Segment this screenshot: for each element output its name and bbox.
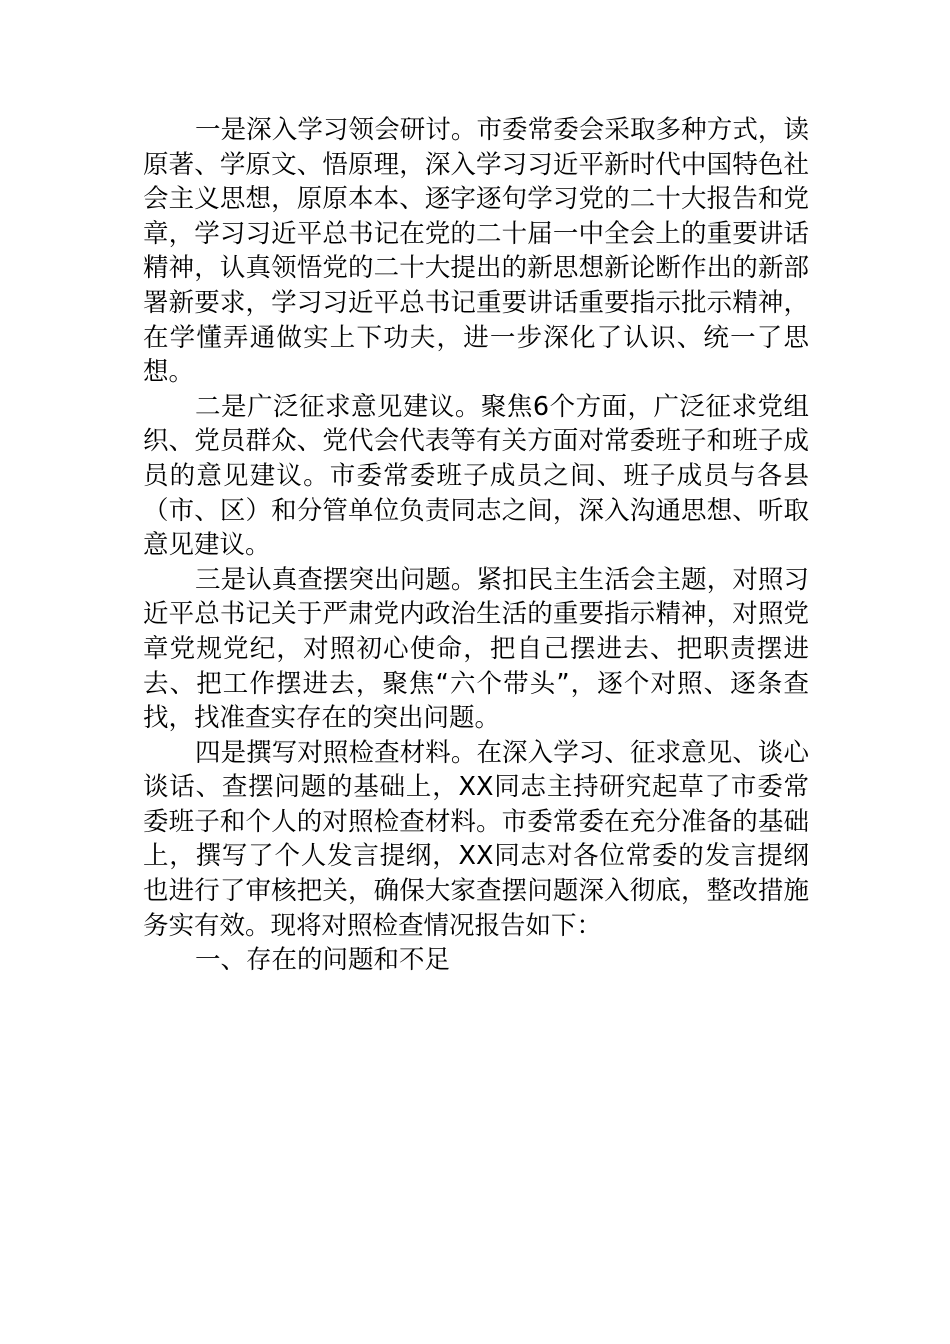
paragraph-problems: 三是认真查摆突出问题。紧扣民主生活会主题，对照习近平总书记关于严肃党内政治生活的重要指示精神，对照党章党规党纪，对照初心使命，把自己摆进去、把职责摆进去、把工作摆进去，聚焦“六个带头”，逐个对照、逐条查找，找准查实存在的突出问题。 [143,564,809,734]
document-body [143,113,809,978]
paragraph-opinions: 二是广泛征求意见建议。聚焦6个方面，广泛征求党组织、党员群众、党代会代表等有关方面对常委班子和班子成员的意见建议。市委常委班子成员之间、班子成员与各县（市、区）和分管单位负责同志之间，深入沟通思想、听取意见建议。 [143,391,809,561]
paragraph-study: 一是深入学习领会研讨。市委常委会采取多种方式，读原著、学原文、悟原理，深入学习习近平新时代中国特色社会主义思想，原原本本、逐字逐句学习党的二十大报告和党章，学习习近平总书记在党的二十届一中全会上的重要讲话精神，认真领悟党的二十大提出的新思想新论断作出的新部署新要求，学习习近平总书记重要讲话重要指示批示精神，在学懂弄通做实上下功夫，进一步深化了认识、统一了思想。 [143,115,809,388]
paragraph-materials: 四是撰写对照检查材料。在深入学习、征求意见、谈心谈话、查摆问题的基础上，XX同志主持研究起草了市委常委班子和个人的对照检查材料。市委常委在充分准备的基础上，撰写了个人发言提纲，XX同志对各位常委的发言提纲也进行了审核把关，确保大家查摆问题深入彻底，整改措施务实有效。现将对照检查情况报告如下： [143,737,809,941]
section-heading: 一、存在的问题和不足 [195,945,451,976]
